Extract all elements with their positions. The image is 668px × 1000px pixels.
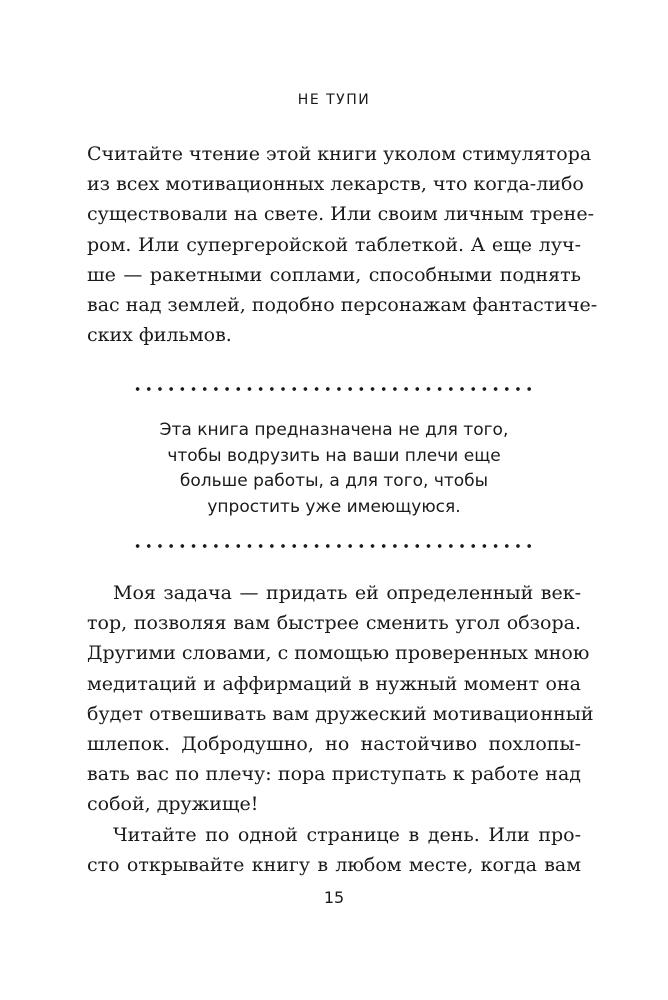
paragraph-line: Читайте по одной странице в день. Или про-	[113, 824, 581, 846]
callout-line: чтобы водрузить на ваши плечи еще	[167, 445, 501, 466]
callout-line: упростить уже имеющуюся.	[207, 496, 461, 517]
paragraph-line: ром. Или супергеройской таблеткой. А еще луч-	[87, 233, 581, 256]
paragraph-reading-tip	[87, 820, 581, 880]
dotted-divider-top	[132, 387, 537, 391]
callout-line: больше работы, а для того, чтобы	[179, 471, 489, 491]
paragraph-line: существовали на свете. Или своим личным трене-	[87, 203, 595, 226]
paragraph-line: вас над землей, подобно персонажам фантастиче-	[87, 294, 598, 317]
callout-quote	[0, 418, 668, 520]
paragraph-line: Другими словами, с помощью проверенных мною	[87, 642, 590, 665]
paragraph-line: медитаций и аффирмаций в нужный момент она	[87, 672, 581, 695]
paragraph-line: ских фильмов.	[87, 324, 232, 347]
paragraph-line: Моя задача — придать ей определенный век-	[113, 582, 581, 604]
paragraph-line: из всех мотивационных лекарств, что когда-либо	[87, 173, 584, 196]
paragraph-task	[87, 578, 594, 820]
paragraph-line: вать вас по плечу: пора приступать к работе над	[87, 763, 581, 786]
dotted-divider-bottom	[132, 544, 537, 548]
page-number: 15	[323, 888, 345, 907]
callout-line: Эта книга предназначена не для того,	[159, 420, 509, 440]
paragraph-line: тор, позволяя вам быстрее сменить угол обзора.	[87, 612, 581, 635]
paragraph-line: Считайте чтение этой книги уколом стимулятора	[87, 143, 592, 165]
running-title: НЕ ТУПИ	[297, 92, 371, 108]
paragraph-line: сто открывайте книгу в любом месте, когда вам	[87, 854, 581, 877]
paragraph-line: шлепок. Добродушно, но настойчиво похлопы-	[87, 733, 581, 756]
paragraph-intro	[87, 139, 598, 350]
paragraph-line: будет отвешивать вам дружеский мотивационный	[87, 702, 594, 725]
paragraph-line: собой, дружище!	[87, 793, 259, 816]
paragraph-line: ше — ракетными соплами, способными поднять	[87, 263, 581, 286]
